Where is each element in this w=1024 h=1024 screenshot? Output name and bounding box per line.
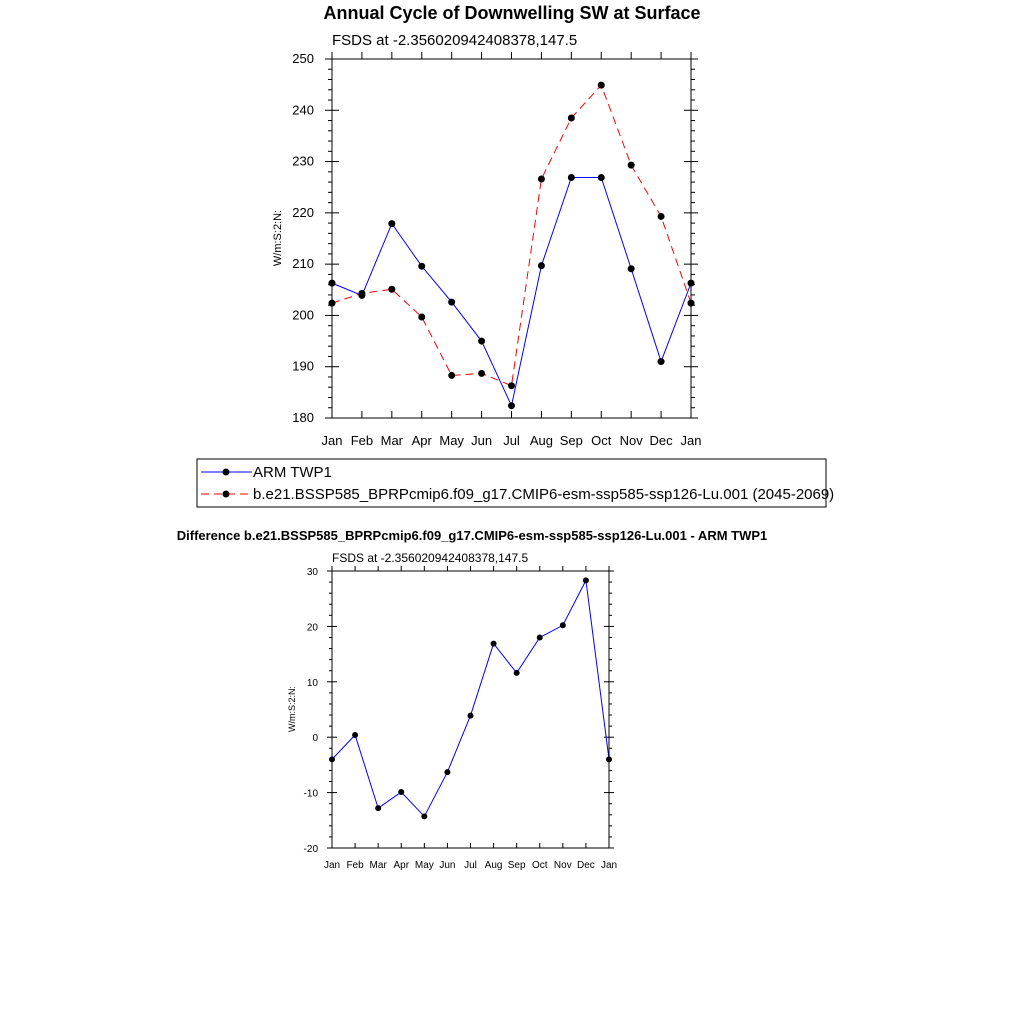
chart1-series-1-point bbox=[598, 82, 605, 89]
chart1-series-0-point bbox=[658, 358, 665, 365]
chart1-series-1-point bbox=[538, 176, 545, 183]
legend-swatch-arm-marker bbox=[223, 469, 230, 476]
chart2-series-0-point bbox=[375, 805, 381, 811]
chart1-series-1-point bbox=[448, 372, 455, 379]
chart2-series-0-point bbox=[514, 670, 520, 676]
chart2-x-tick-label: Nov bbox=[553, 860, 572, 871]
chart1-x-tick-label: Jan bbox=[321, 433, 343, 448]
chart1-series-1-point bbox=[418, 313, 425, 320]
chart1-x-tick-label: Nov bbox=[619, 433, 643, 448]
chart1-x-tick-label: Sep bbox=[559, 433, 583, 448]
chart2-x-tick-label: May bbox=[414, 860, 434, 871]
chart2-y-tick-label: 10 bbox=[306, 677, 318, 689]
chart1-y-tick-label: 180 bbox=[292, 410, 314, 425]
chart1-y-axis-label: W/m:S:2:N: bbox=[272, 209, 284, 267]
chart2-series-0-point bbox=[444, 769, 450, 775]
chart1-y-tick-label: 220 bbox=[292, 204, 314, 220]
chart1-y-tick-label: 240 bbox=[292, 102, 314, 118]
chart2-y-tick-label: 30 bbox=[306, 567, 318, 578]
chart1-series-1-point bbox=[388, 286, 395, 293]
chart2-series-0-point bbox=[491, 641, 497, 647]
chart2-series-0-point bbox=[398, 789, 404, 795]
chart2-series-0-point bbox=[468, 713, 474, 719]
chart2-x-tick-label: Oct bbox=[531, 860, 548, 871]
chart1-series-1-point bbox=[508, 382, 515, 389]
chart2-x-tick-label: Jun bbox=[439, 860, 456, 871]
chart1-series-1-point bbox=[478, 370, 485, 377]
chart1-series-0-point bbox=[598, 174, 605, 181]
chart1-x-tick-label: May bbox=[439, 433, 464, 448]
chart1-x-tick-label: Dec bbox=[649, 433, 673, 448]
chart1-series-1-point bbox=[658, 213, 665, 220]
chart2-x-tick-label: Mar bbox=[369, 860, 387, 871]
chart2-x-tick-label: Jan bbox=[600, 860, 618, 871]
chart2-y-tick-label: -20 bbox=[303, 844, 318, 855]
chart1-series-0-point bbox=[478, 338, 485, 345]
chart1-series-0-point bbox=[568, 174, 575, 181]
difference-title: Difference b.e21.BSSP585_BPRPcmip6.f09_g17.CMIP6-esm-ssp585-ssp126-Lu.001 - ARM TWP1 bbox=[176, 528, 768, 543]
chart2-x-tick-label: Dec bbox=[577, 860, 595, 871]
chart1-series-1-point bbox=[628, 162, 635, 169]
chart1-series-0-point bbox=[418, 263, 425, 270]
legend bbox=[197, 459, 834, 507]
chart2-subtitle: FSDS at -2.356020942408378,147.5 bbox=[332, 551, 529, 565]
chart1-series-0-point bbox=[448, 299, 455, 306]
chart2-series-0-point bbox=[352, 732, 358, 738]
chart2-series-0-point bbox=[421, 813, 427, 819]
chart1-x-tick-label: Jun bbox=[471, 433, 493, 448]
legend-swatch-model-marker bbox=[223, 491, 230, 498]
chart2-x-tick-label: Feb bbox=[346, 860, 364, 871]
chart1-x-tick-label: Oct bbox=[591, 433, 612, 448]
chart2-y-tick-label: 0 bbox=[312, 733, 318, 745]
chart1-x-tick-label: Jul bbox=[503, 433, 520, 448]
chart2-x-tick-label: Jul bbox=[464, 860, 477, 871]
main-title: Annual Cycle of Downwelling SW at Surface bbox=[323, 3, 701, 23]
chart1-series-0-point bbox=[538, 262, 545, 269]
chart1-series-0-point bbox=[388, 220, 395, 227]
chart1-series-1-point bbox=[358, 290, 365, 297]
chart1-x-tick-label: Mar bbox=[380, 433, 404, 448]
chart1-y-tick-label: 200 bbox=[292, 307, 314, 323]
chart2-x-tick-label: Jan bbox=[323, 860, 341, 871]
chart1-y-tick-label: 250 bbox=[292, 51, 314, 66]
chart1-x-tick-label: Jan bbox=[680, 433, 702, 448]
chart1-x-tick-label: Feb bbox=[350, 433, 374, 448]
chart2-series-0-point bbox=[537, 634, 543, 640]
chart2-x-tick-label: Sep bbox=[507, 860, 526, 871]
legend-label-arm: ARM TWP1 bbox=[253, 464, 332, 481]
chart1-x-tick-label: Aug bbox=[529, 433, 553, 448]
chart1-y-tick-label: 230 bbox=[292, 153, 314, 169]
chart1-series-0-point bbox=[628, 265, 635, 272]
chart2-x-tick-label: Apr bbox=[393, 860, 410, 871]
chart1-x-tick-label: Apr bbox=[411, 433, 432, 448]
chart2-y-tick-label: 20 bbox=[306, 622, 318, 634]
chart1-subtitle: FSDS at -2.356020942408378,147.5 bbox=[332, 32, 578, 49]
chart2-x-tick-label: Aug bbox=[484, 860, 503, 871]
legend-label-model: b.e21.BSSP585_BPRPcmip6.f09_g17.CMIP6-esm-ssp585-ssp126-Lu.001 (2045-2069) bbox=[253, 486, 835, 503]
chart2-series-0-point bbox=[583, 577, 589, 583]
chart2-y-axis-label: W/m:S:2:N: bbox=[287, 685, 297, 733]
chart1-y-tick-label: 190 bbox=[292, 358, 314, 374]
chart1-y-tick-label: 210 bbox=[292, 256, 314, 272]
chart1-series-0-point bbox=[508, 402, 515, 409]
chart2-y-tick-label: -10 bbox=[303, 788, 318, 800]
chart2-series-0-point bbox=[560, 622, 566, 628]
chart1-series-1-point bbox=[568, 114, 575, 121]
